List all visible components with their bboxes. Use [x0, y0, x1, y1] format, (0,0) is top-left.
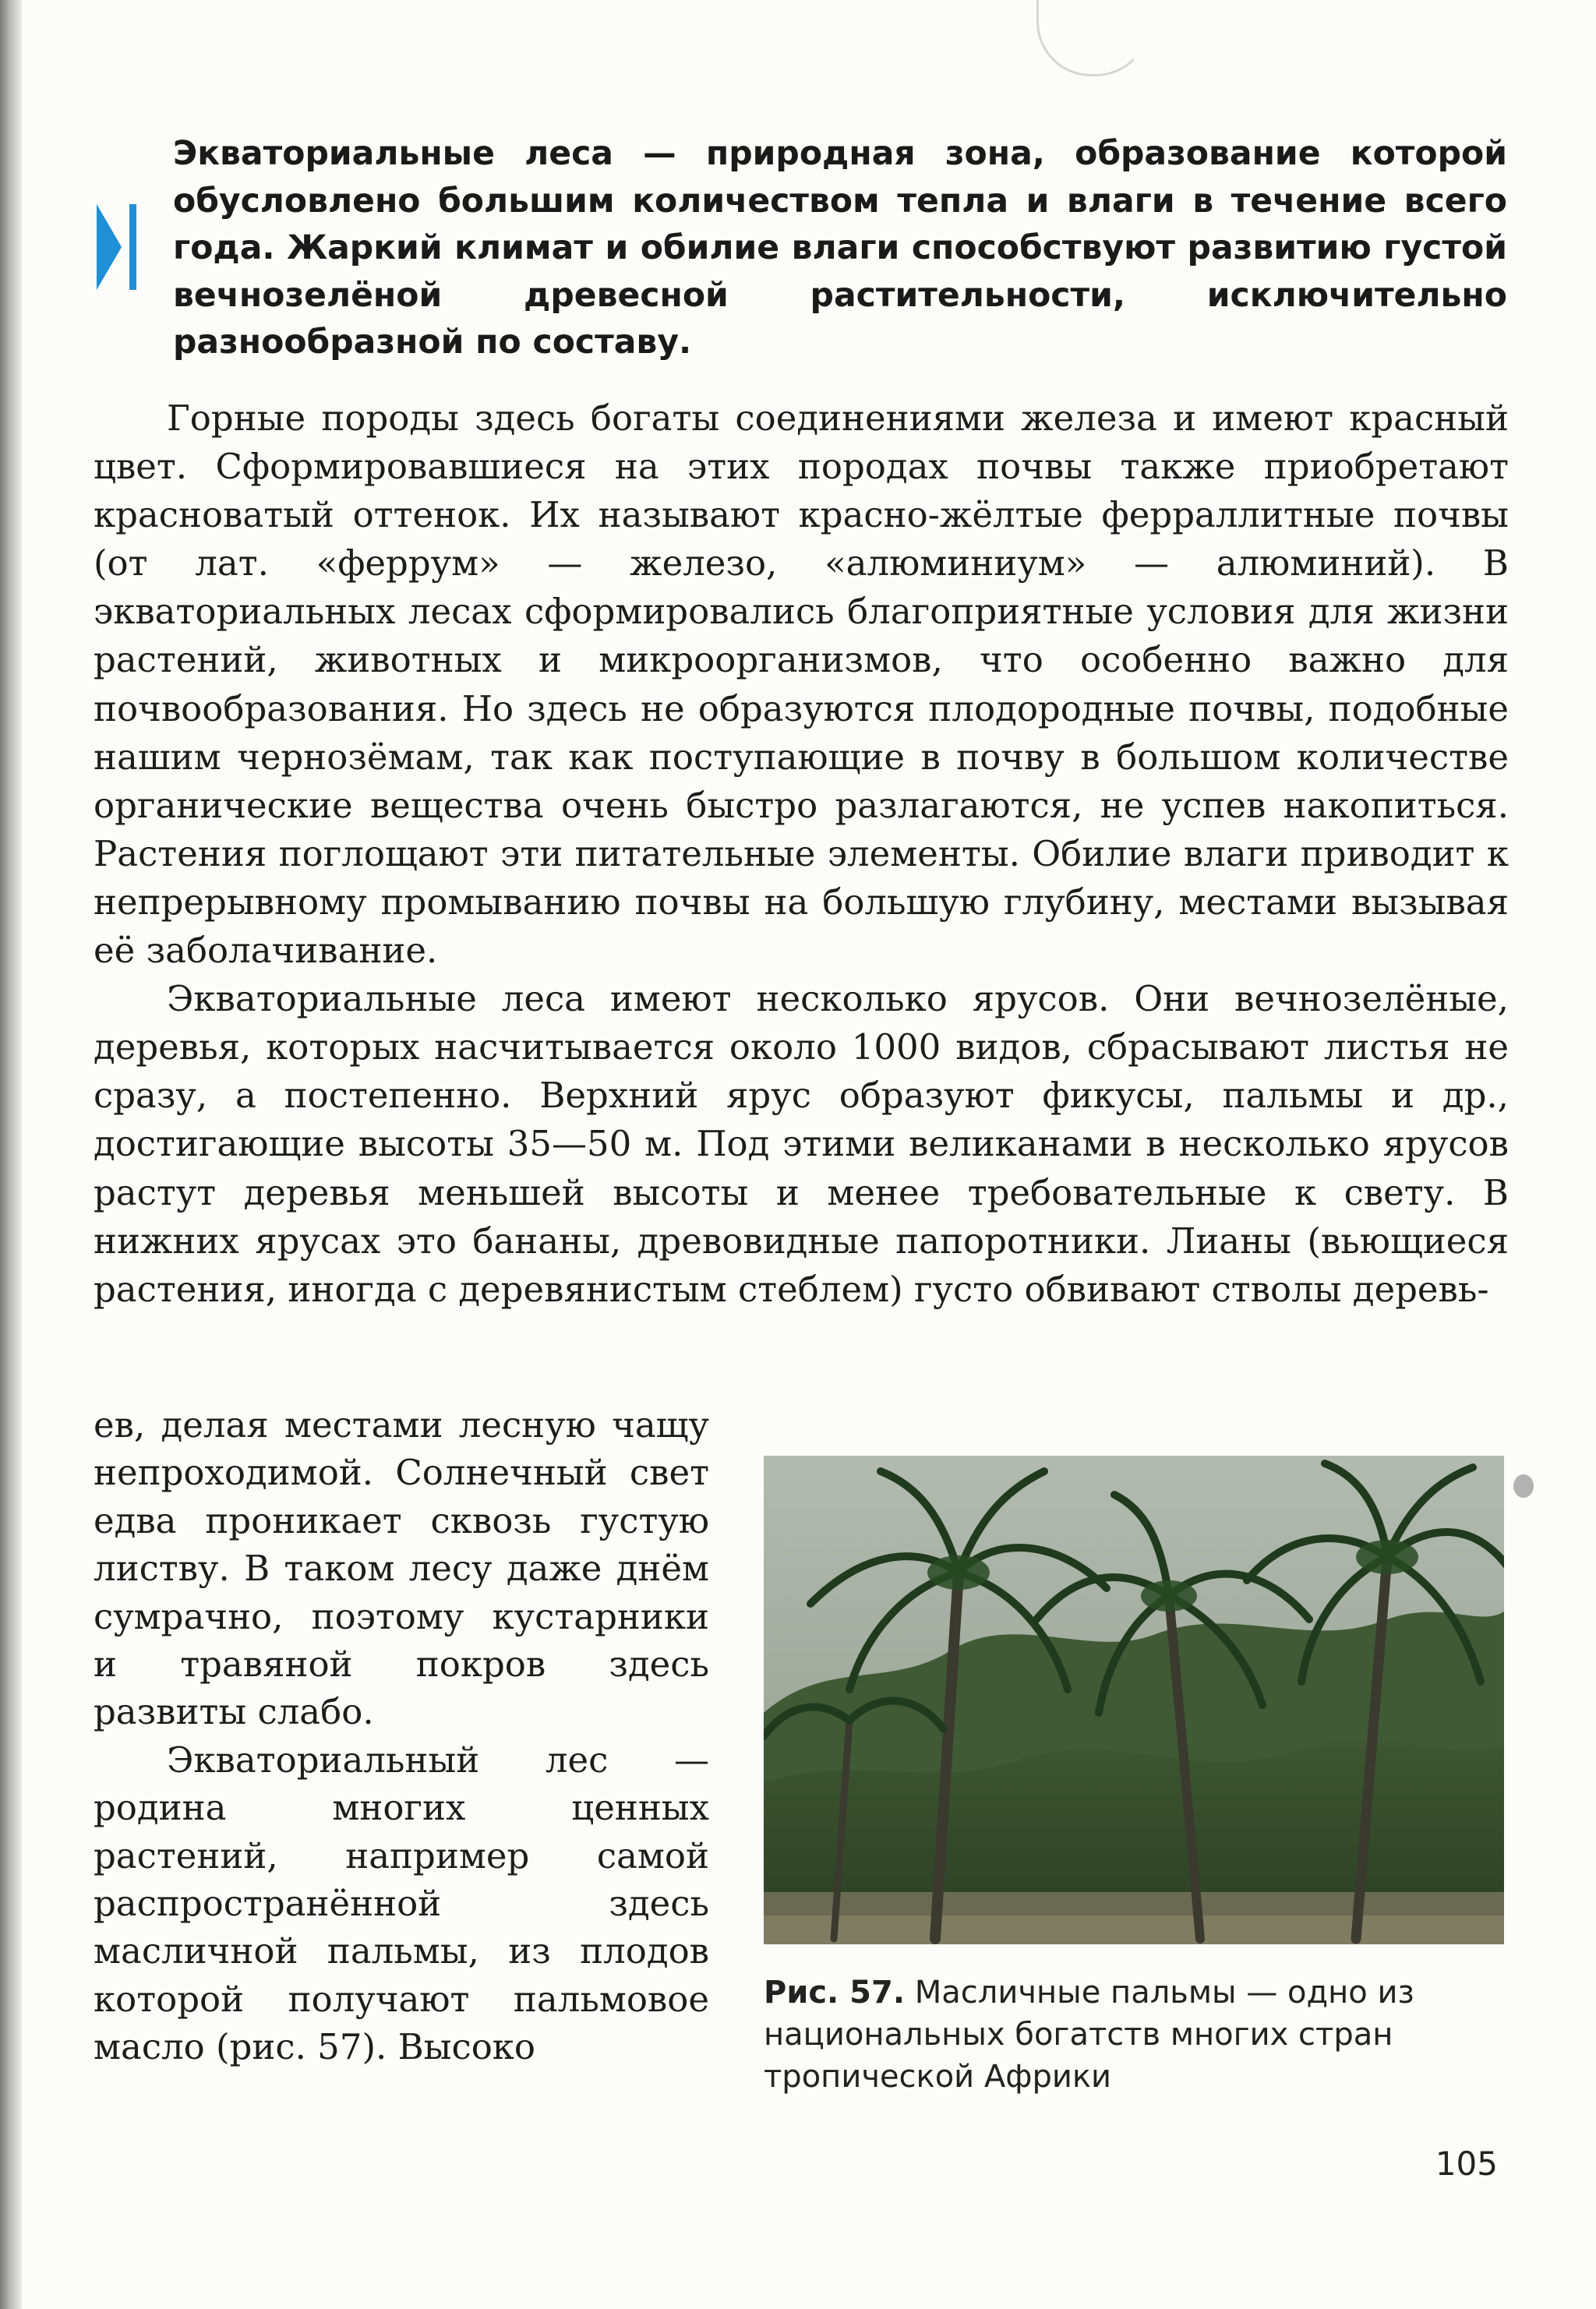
paragraph-valuable-plants: Экваториальный лес — родина многих ценных растений, например самой распространённой здесь масличной пальмы, из плодов которой получают пальмовое масло (рис. 57). Высоко	[94, 1739, 709, 2068]
figure-caption	[764, 1972, 1512, 2098]
page-number: 105	[1435, 2145, 1498, 2183]
punch-hole-mark	[1513, 1474, 1534, 1498]
palm-trees-illustration	[764, 1456, 1504, 1944]
bookmark-icon	[97, 204, 142, 290]
book-spine-shadow	[0, 0, 22, 2309]
paragraph-soils: Горные породы здесь богаты соединениями железа и имеют красный цвет. Сформировавшиеся на этих породах почвы также приобретают красноватый оттенок. Их называют красно-жёлтые ферраллитные почвы (от лат. «феррум» — железо, «алюминиум» — алюминий). В экваториальных лесах сформировались благоприятные условия для жизни растений, животных и микроорганизмов, что особенно важно для почвообразования. Но здесь не образуются плодородные почвы, подобные нашим чернозёмам, так как поступающие в почву в большом количестве органические вещества очень быстро разлагаются, не успев накопиться. Растения поглощают эти питательные элементы. Обилие влаги приводит к непрерывному промыванию почвы на большую глубину, местами вызывая её заболачивание.	[94, 397, 1509, 972]
figure-caption-text: Масличные пальмы — одно из национальных богатств многих стран тропической Африки	[764, 1975, 1414, 2095]
paragraph-tiers: Экваториальные леса имеют несколько ярусов. Они вечнозелёные, деревья, которых насчитывается около 1000 видов, сбрасывают листья не сразу, а постепенно. Верхний ярус образуют фикусы, пальмы и др., достигающие высоты 35—50 м. Под этими великанами в несколько ярусов растут деревья меньшей высоты и менее требовательные к свету. В нижних ярусах это бананы, древовидные папоротники. Лианы (вьющиеся растения, иногда с деревянистым стеблем) густо обвивают стволы деревь-	[94, 978, 1509, 1310]
left-column-text	[94, 1401, 709, 2071]
figure-label: Рис. 57.	[764, 1975, 906, 2011]
page-curl-mark	[1036, 0, 1150, 76]
paragraph-tiers-continued: ев, делая местами лесную чащу непроходимой. Солнечный свет едва проникает сквозь густую листву. В таком лесу даже днём сумрачно, поэтому кустарники и травяной покров здесь развиты слабо.	[94, 1404, 709, 1733]
lead-paragraph: Экваториальные леса — природная зона, образование которой обусловлено большим количеством тепла и влаги в течение всего года. Жаркий климат и обилие влаги способствуют развитию густой вечнозелёной древесной растительности, исключительно разнообразной по составу.	[173, 135, 1507, 362]
main-text	[94, 394, 1509, 1314]
figure-57-photo	[764, 1456, 1504, 1944]
